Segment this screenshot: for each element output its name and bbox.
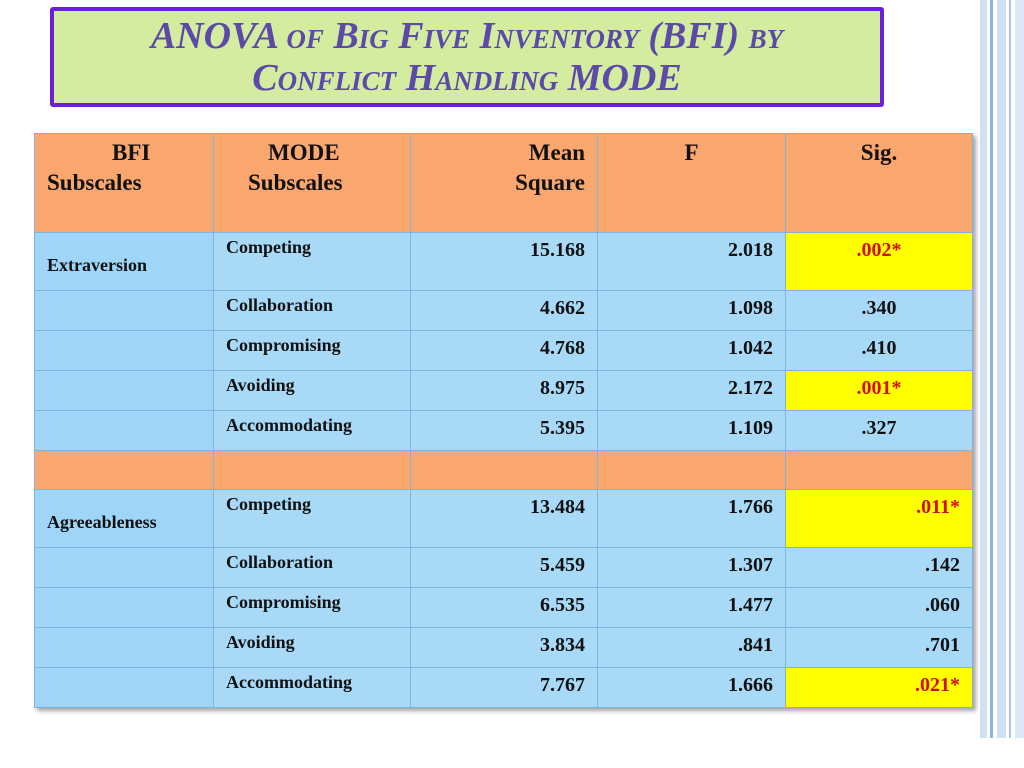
stripe — [1015, 0, 1024, 768]
f-cell: 2.172 — [598, 371, 786, 411]
mode-cell: Competing — [214, 233, 411, 291]
table-row — [35, 233, 973, 291]
header-bfi-line1: BFI — [112, 140, 151, 165]
table-row — [35, 548, 973, 588]
corner-patch — [980, 738, 1024, 768]
header-f-text: F — [684, 140, 699, 165]
bfi-cell — [35, 291, 214, 331]
sig-cell: .410 — [786, 331, 973, 371]
f-cell: 1.477 — [598, 588, 786, 628]
sig-cell: .327 — [786, 411, 973, 451]
bfi-cell — [35, 548, 214, 588]
header-sig-text: Sig. — [860, 140, 898, 165]
table-row — [35, 371, 973, 411]
table-row — [35, 668, 973, 708]
sig-cell: .021* — [786, 668, 973, 708]
header-f — [598, 134, 786, 233]
sig-cell: .701 — [786, 628, 973, 668]
stripe — [980, 0, 987, 768]
sig-cell: .002* — [786, 233, 973, 291]
mode-cell: Compromising — [214, 588, 411, 628]
stripe — [997, 0, 1006, 768]
bfi-subscale-label: Agreeableness — [47, 512, 157, 532]
decorative-stripes — [978, 0, 1024, 768]
mode-cell: Accommodating — [214, 668, 411, 708]
table-row — [35, 628, 973, 668]
table-row — [35, 291, 973, 331]
slide-title — [50, 7, 884, 107]
separator-cell — [786, 451, 973, 490]
mean-square-cell: 13.484 — [411, 490, 598, 548]
stripe — [990, 0, 993, 768]
mode-cell: Avoiding — [214, 371, 411, 411]
header-mean-line2: Square — [515, 170, 585, 195]
f-cell: .841 — [598, 628, 786, 668]
title-line-1: ANOVA of Big Five Inventory (BFI) by — [150, 15, 784, 57]
header-bfi — [35, 134, 214, 233]
header-bfi-line2: Subscales — [47, 170, 142, 195]
bfi-cell — [35, 411, 214, 451]
sig-cell: .142 — [786, 548, 973, 588]
separator-cell — [411, 451, 598, 490]
f-cell: 1.307 — [598, 548, 786, 588]
sig-cell: .001* — [786, 371, 973, 411]
f-cell: 1.766 — [598, 490, 786, 548]
mean-square-cell: 3.834 — [411, 628, 598, 668]
header-mode-line2: Subscales — [248, 170, 343, 195]
bfi-cell — [35, 668, 214, 708]
mean-square-cell: 4.662 — [411, 291, 598, 331]
stripe — [1009, 0, 1011, 768]
mode-cell: Avoiding — [214, 628, 411, 668]
bfi-cell — [35, 490, 214, 548]
mean-square-cell: 5.395 — [411, 411, 598, 451]
table-row — [35, 588, 973, 628]
table-row — [35, 331, 973, 371]
f-cell: 2.018 — [598, 233, 786, 291]
separator-cell — [598, 451, 786, 490]
bfi-subscale-label: Extraversion — [47, 255, 147, 275]
mean-square-cell: 6.535 — [411, 588, 598, 628]
mean-square-cell: 4.768 — [411, 331, 598, 371]
mean-square-cell: 8.975 — [411, 371, 598, 411]
mode-cell: Competing — [214, 490, 411, 548]
title-line-2: Conflict Handling MODE — [252, 57, 682, 99]
bfi-cell — [35, 588, 214, 628]
bfi-cell — [35, 371, 214, 411]
header-sig — [786, 134, 973, 233]
mode-cell: Collaboration — [214, 291, 411, 331]
f-cell: 1.109 — [598, 411, 786, 451]
f-cell: 1.666 — [598, 668, 786, 708]
header-mode — [214, 134, 411, 233]
bfi-cell — [35, 331, 214, 371]
f-cell: 1.042 — [598, 331, 786, 371]
sig-cell: .011* — [786, 490, 973, 548]
mode-cell: Accommodating — [214, 411, 411, 451]
mode-cell: Compromising — [214, 331, 411, 371]
header-row — [35, 134, 973, 233]
header-mean-line1: Mean — [528, 140, 585, 165]
mean-square-cell: 15.168 — [411, 233, 598, 291]
sig-cell: .060 — [786, 588, 973, 628]
group-extraversion — [35, 233, 973, 451]
group-agreeableness — [35, 490, 973, 708]
header-mean-square — [411, 134, 598, 233]
table-row — [35, 490, 973, 548]
header-mode-line1: MODE — [268, 140, 340, 165]
mean-square-cell: 7.767 — [411, 668, 598, 708]
separator-cell — [35, 451, 214, 490]
table-row — [35, 411, 973, 451]
separator-row — [35, 451, 973, 490]
anova-table — [34, 133, 973, 708]
bfi-cell — [35, 233, 214, 291]
separator-cell — [214, 451, 411, 490]
bfi-cell — [35, 628, 214, 668]
mode-cell: Collaboration — [214, 548, 411, 588]
mean-square-cell: 5.459 — [411, 548, 598, 588]
f-cell: 1.098 — [598, 291, 786, 331]
sig-cell: .340 — [786, 291, 973, 331]
